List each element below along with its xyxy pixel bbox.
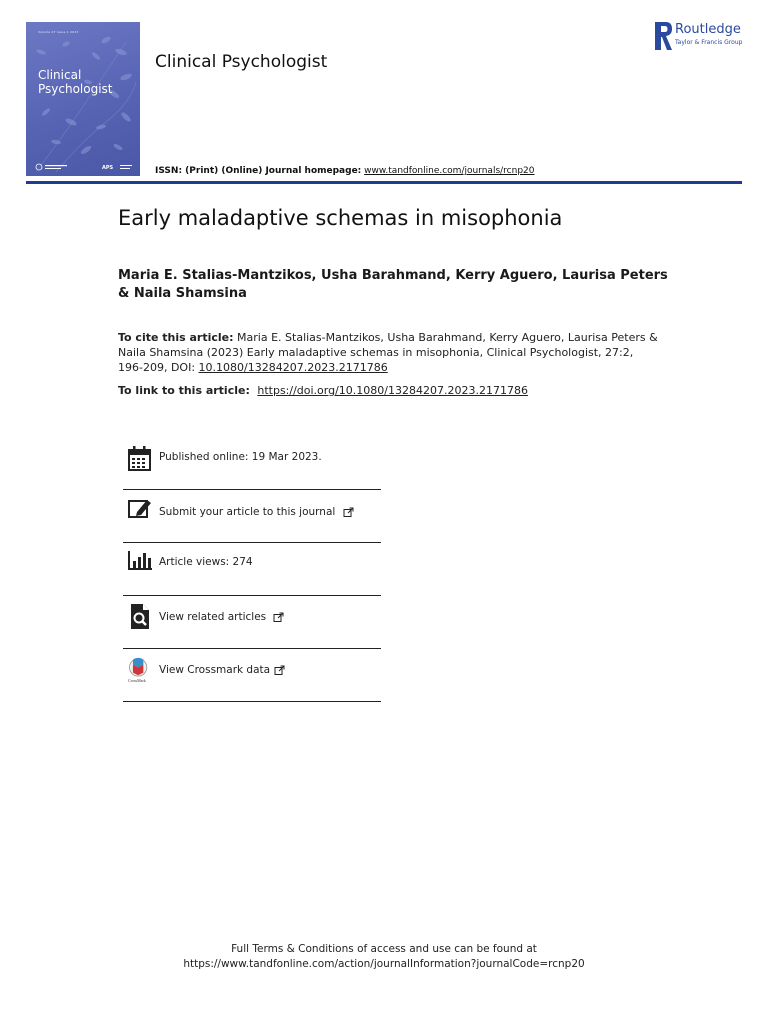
external-link-icon xyxy=(273,612,284,623)
crossmark-text: View Crossmark data xyxy=(159,664,271,676)
publisher-name: Routledge xyxy=(675,22,741,37)
link-label: To link to this article: xyxy=(118,384,250,397)
journal-cover xyxy=(26,22,140,176)
submit-article-text: Submit your article to this journal xyxy=(159,506,336,518)
article-link-line xyxy=(118,384,528,397)
edit-pencil-icon xyxy=(127,497,153,525)
meta-divider xyxy=(123,542,381,543)
meta-divider xyxy=(123,648,381,649)
footer-terms-link[interactable]: https://www.tandfonline.com/action/journalInformation?journalCode=rcnp20 xyxy=(183,958,585,970)
cite-doi-link[interactable]: 10.1080/13284207.2023.2171786 xyxy=(198,361,388,374)
related-articles-text: View related articles xyxy=(159,611,267,623)
cover-volume-line: Volume 27 Issue 1 2023 xyxy=(38,30,79,34)
leaf-pattern-graphic xyxy=(26,22,140,176)
article-title: Early maladaptive schemas in misophonia xyxy=(118,206,563,230)
header-divider xyxy=(26,181,742,184)
article-views-item xyxy=(123,549,381,601)
document-search-icon xyxy=(127,603,153,631)
cover-society-logo: APS xyxy=(102,165,114,171)
meta-divider xyxy=(123,701,381,702)
meta-divider xyxy=(123,595,381,596)
calendar-icon xyxy=(127,445,153,473)
citation-block xyxy=(118,330,658,375)
issn-label: ISSN: (Print) (Online) Journal homepage: xyxy=(155,166,362,176)
meta-divider xyxy=(123,489,381,490)
cite-text: Maria E. Stalias-Mantzikos, Usha Barahmand, Kerry Aguero, Laurisa Peters & Naila Shamsina (2023) Early maladaptive schemas in misophonia, Clinical Psychologist, 27:2, 196-209, DOI: xyxy=(118,331,658,374)
publisher-subtitle: Taylor & Francis Group xyxy=(675,39,743,46)
footer-line-1: Full Terms & Conditions of access and use can be found at xyxy=(231,943,537,955)
article-views-text: Article views: 274 xyxy=(159,556,253,568)
article-authors: Maria E. Stalias-Mantzikos, Usha Barahmand, Kerry Aguero, Laurisa Peters & Naila Shamsina xyxy=(118,268,668,301)
bar-chart-icon xyxy=(127,549,153,577)
publisher-logo[interactable] xyxy=(655,22,747,52)
crossmark-badge-label: CrossMark xyxy=(128,678,146,683)
cover-publisher-logos xyxy=(34,162,134,172)
journal-homepage-link[interactable]: www.tandfonline.com/journals/rcnp20 xyxy=(364,166,535,176)
external-link-icon xyxy=(274,665,285,676)
cover-title: Clinical Psychologist xyxy=(38,68,113,96)
journal-name: Clinical Psychologist xyxy=(155,52,328,72)
routledge-r-icon xyxy=(655,22,673,50)
published-online-text: Published online: 19 Mar 2023. xyxy=(159,451,322,463)
article-doi-link[interactable]: https://doi.org/10.1080/13284207.2023.2171786 xyxy=(257,384,528,397)
cite-label: To cite this article: xyxy=(118,331,234,344)
issn-homepage-line xyxy=(155,166,534,176)
external-link-icon xyxy=(343,507,354,518)
terms-footer xyxy=(0,942,768,972)
